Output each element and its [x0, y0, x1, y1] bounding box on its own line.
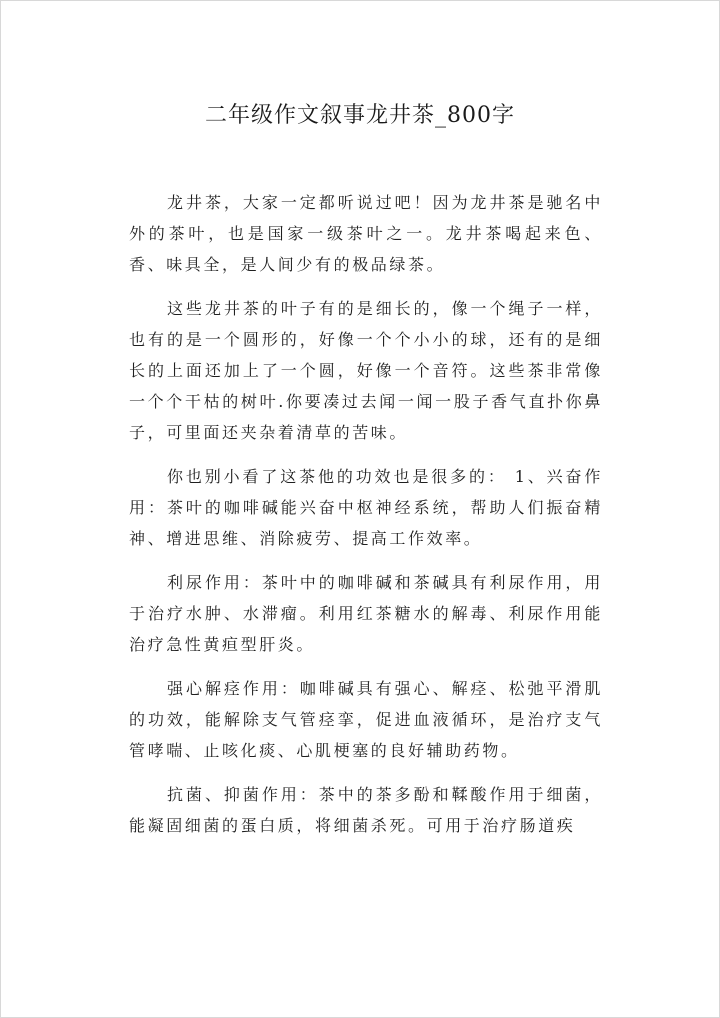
paragraph-diuretic-effect: 利尿作用：茶叶中的咖啡碱和茶碱具有利尿作用，用于治疗水肿、水滞瘤。利用红茶糖水的解毒、利尿作用能治疗急性黄疸型肝炎。 — [129, 573, 603, 654]
paragraph-intro: 龙井茶，大家一定都听说过吧！因为龙井茶是驰名中外的茶叶，也是国家一级茶叶之一。龙井茶喝起来色、香、味具全，是人间少有的极品绿茶。 — [129, 193, 603, 274]
paragraph-cardiotonic-effect: 强心解痉作用：咖啡碱具有强心、解痉、松弛平滑肌的功效，能解除支气管痉挛，促进血液循环，是治疗支气管哮喘、止咳化痰、心肌梗塞的良好辅助药物。 — [129, 679, 603, 760]
document-body — [129, 187, 603, 854]
paragraph-antibacterial-effect: 抗菌、抑菌作用：茶中的茶多酚和鞣酸作用于细菌，能凝固细菌的蛋白质，将细菌杀死。可用于治疗肠道疾 — [129, 785, 603, 835]
paragraph-leaf-shape: 这些龙井茶的叶子有的是细长的，像一个绳子一样，也有的是一个圆形的，好像一个个小小的球，还有的是细长的上面还加上了一个圆，好像一个音符。这些茶非常像一个个干枯的树叶.你要凑过去闻一闻一股子香气直扑你鼻子，可里面还夹杂着清草的苦味。 — [129, 299, 603, 442]
document-title: 二年级作文叙事龙井茶_800字 — [205, 103, 515, 128]
paragraph-stimulant-effect: 你也别小看了这茶他的功效也是很多的： 1、兴奋作用：茶叶的咖啡碱能兴奋中枢神经系统，帮助人们振奋精神、增进思维、消除疲劳、提高工作效率。 — [129, 467, 603, 548]
